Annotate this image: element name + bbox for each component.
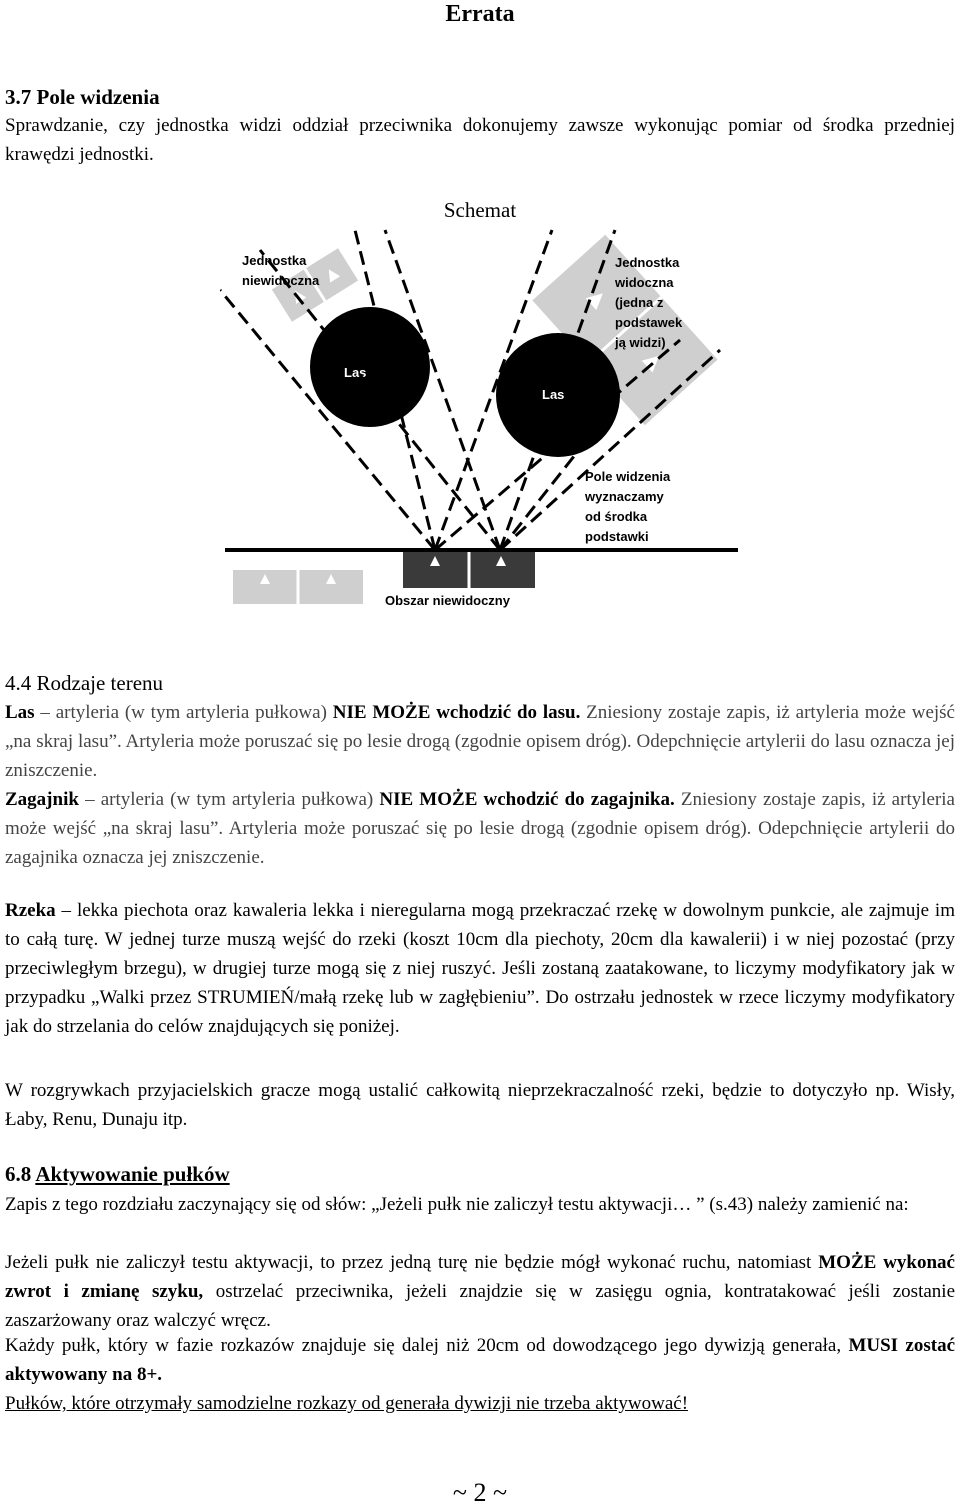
zagajnik-paragraph <box>5 785 955 872</box>
diagram-caption: Schemat <box>443 198 517 222</box>
las-paragraph <box>5 698 955 785</box>
observer-unit <box>403 552 535 588</box>
section-6-8-p2 <box>5 1331 955 1389</box>
rzeka-friendly-paragraph: W rozgrywkach przyjacielskich gracze mogą ustalić całkowitą nieprzekraczalność rzeki, będzie to dotyczyło np. Wisły, Łaby, Renu, Dunaju itp. <box>5 1080 955 1130</box>
p2-bold: MUSI zostać aktywowany na 8+. <box>5 1335 956 1385</box>
zagajnik-rest-2: Artyleria może poruszać się po lesie drogą (zgodnie opisem dróg). Odepchnięcie artylerii do zagajnika oznacza jej zniszczenie. <box>5 818 955 868</box>
section-6-8-title: Aktywowanie pułków <box>35 1162 230 1186</box>
fov-label-4: podstawki <box>585 529 649 544</box>
page-number: ~ 2 ~ <box>452 1478 508 1507</box>
p1-text-a: Jeżeli pułk nie zaliczył testu aktywacji, to przez jedną turę nie będzie mógł wykonać ruchu, natomiast <box>5 1252 819 1273</box>
forest-left-label: Las <box>344 365 367 380</box>
label-visible-3: (jedna z <box>615 295 664 310</box>
label-visible-5: ją widzi) <box>615 335 666 350</box>
rzeka-term: Rzeka <box>5 900 56 921</box>
section-3-7-heading: 3.7 Pole widzenia <box>5 85 160 109</box>
las-term: Las <box>5 702 35 723</box>
hidden-gray-unit <box>233 570 363 604</box>
las-rest-2: Artyleria może poruszać się po lesie drogą (zgodnie opisem dróg). Odepchnięcie artylerii do lasu oznacza jej zniszczenie. <box>5 731 955 781</box>
zagajnik-rest-1: Zniesiony zostaje zapis, iż artyleria może wejść „na skraj lasu”. <box>5 789 955 839</box>
fov-label-2: wyznaczamy <box>585 489 664 504</box>
label-invisible-1: Jednostka <box>242 253 307 268</box>
fov-label-3: od środka <box>585 509 648 524</box>
las-bold: NIE MOŻE wchodzić do lasu. <box>332 702 581 723</box>
rzeka-text: – lekka piechota oraz kawaleria lekka i nieregularna mogą przekraczać rzekę w dowolnym punkcie, ale zajmuje im to całą turę. W jednej turze muszą wejść do rzeki (koszt 10cm dla piechoty, 20cm dla kawalerii) i w niej pozostać (przy przeciwległym brzegu), w drugiej turze mogą się z niej ruszyć. Jeśli zostaną zaatakowane, to liczymy modyfikatory jak w przypadku „Walki przez STRUMIEŃ/małą rzekę lub w zagłębieniu”. Do ostrzału jednostek w rzece liczymy modyfikatory jak do strzelania do celów znajdujących się poniżej. <box>5 900 955 1037</box>
label-visible-2: widoczna <box>615 275 674 290</box>
forest-right-label: Las <box>542 387 565 402</box>
fov-label-1: Pole widzenia <box>585 469 671 484</box>
label-invisible-2: niewidoczna <box>242 273 320 288</box>
section-6-8-heading <box>5 1161 230 1187</box>
section-6-8-intro: Zapis z tego rozdziału zaczynający się od słów: „Jeżeli pułk nie zaliczył testu aktywacji… ” (s.43) należy zamienić na: <box>5 1194 909 1215</box>
zagajnik-bold: NIE MOŻE wchodzić do zagajnika. <box>379 789 675 810</box>
p1-bold: MOŻE wykonać zwrot i zmianę szyku, <box>5 1252 955 1302</box>
field-of-view-diagram <box>220 225 745 615</box>
section-6-8-p1 <box>5 1248 955 1335</box>
page-title: Errata <box>445 1 515 27</box>
rzeka-paragraph <box>5 896 955 1041</box>
label-visible-1: Jednostka <box>615 255 680 270</box>
section-6-8-number: 6.8 <box>5 1162 36 1186</box>
zagajnik-term: Zagajnik <box>5 789 79 810</box>
las-dash: – artyleria (w tym artyleria pułkowa) <box>34 702 333 723</box>
label-visible-4: podstawek <box>615 315 683 330</box>
section-4-4-heading: 4.4 Rodzaje terenu <box>5 671 164 695</box>
forest-left <box>310 307 430 427</box>
hidden-area-label: Obszar niewidoczny <box>385 593 510 608</box>
p2-text-a: Każdy pułk, który w fazie rozkazów znajduje się dalej niż 20cm od dowodzącego jego dywizją generała, <box>5 1335 849 1356</box>
p1-text-b: ostrzelać przeciwnika, jeżeli znajdzie się w zasięgu ognia, kontratakować jeśli zostanie zaszarżowany oraz walczyć wręcz. <box>5 1281 955 1331</box>
section-3-7-text: Sprawdzanie, czy jednostka widzi oddział przeciwnika dokonujemy zawsze wykonując pomiar od środka przedniej krawędzi jednostki. <box>5 115 955 165</box>
section-6-8-p3: Pułków, które otrzymały samodzielne rozkazy od generała dywizji nie trzeba aktywować! <box>5 1393 689 1414</box>
las-rest-1: Zniesiony zostaje zapis, iż artyleria może wejść „na skraj lasu”. <box>5 702 955 752</box>
zagajnik-dash: – artyleria (w tym artyleria pułkowa) <box>78 789 380 810</box>
